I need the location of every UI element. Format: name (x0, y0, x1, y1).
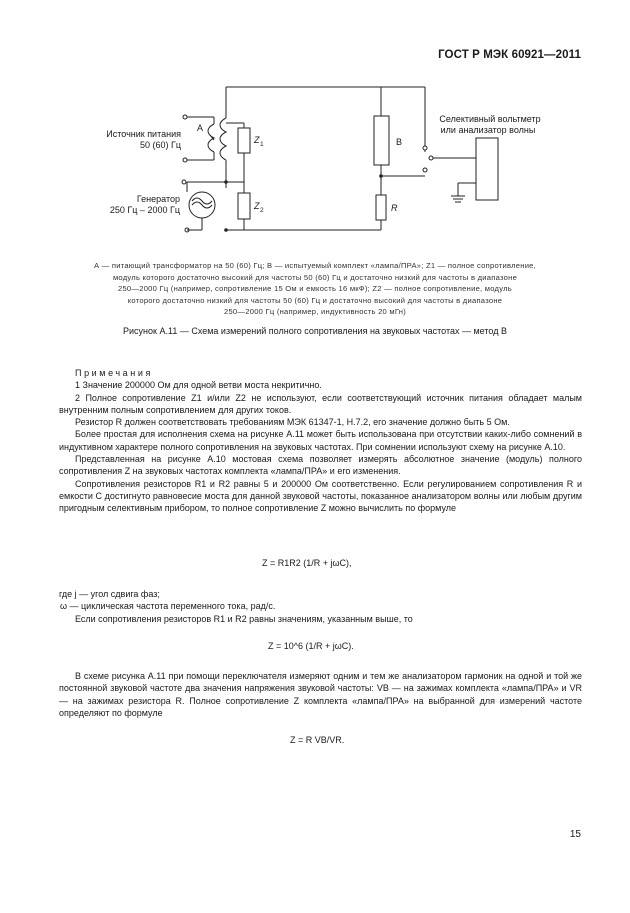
notes-heading: Примечания (75, 368, 153, 378)
z2-label: Z (254, 201, 260, 211)
method-block (59, 670, 582, 719)
standard-header: ГОСТ Р МЭК 60921—2011 (438, 49, 581, 61)
meter-label-2: или анализатор волны (440, 125, 536, 135)
legend-line: которого достаточно низкий для частоты 50 (60) Гц и достаточно высокий для частоты в диапазоне (127, 295, 503, 305)
paragraph: Более простая для исполнения схема на рисунке А.11 может быть использована при отсутствии каких-либо сомнений в индуктивном характере полного сопротивления на звуковых частотах. При сомнении используют схему на рисунке А.10. (59, 429, 582, 452)
paragraph: В схеме рисунка А.11 при помощи переключателя измеряют одним и тем же анализатором гармоник на одной и той же постоянной звуковой частоте два значения напряжения звуковой частоты: VB — на зажимах комплекта «лампа/ПРА» и VR — на зажимах резистора R. Полное сопротивление Z комплекта «лампа/ПРА» на выбранной для измерений частоте определяют по формуле (59, 671, 582, 718)
source-label-1: Источник питания (106, 129, 181, 139)
legend-line: 250—2000 Гц (например, сопротивление 15 Ом и емкость 16 мкФ); Z2 — полное сопротивление, модуль (117, 284, 513, 294)
circuit-diagram (0, 0, 630, 260)
paragraph: Резистор R должен соответствовать требованиям МЭК 61347-1, Н.7.2, его значение должно быть 5 Ом. (75, 417, 510, 428)
where-line: ω — циклическая частота переменного тока, рад/с. (60, 601, 276, 612)
z1-label: Z (254, 135, 260, 145)
formula-1: Z = R1R2 (1/R + jωC), (262, 558, 352, 568)
formula-2: Z = 10^6 (1/R + jωC). (268, 641, 354, 651)
tap-label: А (197, 123, 204, 133)
formula-3: Z = R VB/VR. (290, 735, 345, 745)
note-2: 2 Полное сопротивление Z1 и/или Z2 не используют, если соответствующий источник питания обладает малым внутренним полным сопротивлением для других токов. (59, 392, 582, 415)
note-1: 1 Значение 200000 Ом для одной ветви моста некритично. (75, 380, 322, 391)
legend-line: 250—2000 Гц (например, индуктивность 20 мГн) (223, 307, 406, 317)
legend-line: модуль которого достаточно высокий для частоты 50 (60) Гц и достаточно низкий для частоты в диапазоне (112, 272, 518, 282)
where-block (59, 588, 582, 625)
z2-sub: 2 (260, 207, 264, 214)
legend-line: А — питающий трансформатор на 50 (60) Гц; B — испытуемый комплект «лампа/ПРА»; Z1 — полное сопротивление, (93, 261, 537, 270)
page-number: 15 (569, 829, 581, 840)
source-label-2: 50 (60) Гц (139, 140, 181, 150)
b-label: B (396, 137, 403, 147)
figure-caption: Рисунок А.11 — Схема измерений полного сопротивления на звуковых частотах — метод В (123, 326, 507, 336)
generator-label-2: 250 Гц – 2000 Гц (109, 205, 180, 215)
where-line: где j — угол сдвига фаз; (59, 589, 160, 599)
paragraph: Представленная на рисунке А.10 мостовая схема позволяет измерять абсолютное значение (модуль) полного сопротивления Z на звуковых частотах комплекта «лампа/ПРА» и его изменения. (59, 454, 582, 477)
paragraph: Если сопротивления резисторов R1 и R2 равны значениям, указанным выше, то (75, 613, 413, 624)
meter-label-1: Селективный вольтметр (439, 114, 541, 124)
generator-label-1: Генератор (136, 194, 180, 204)
paragraph: Сопротивления резисторов R1 и R2 равны 5 и 200000 Ом соответственно. Если регулированием сопротивления R и емкости C достигнуто равновесие моста для данной звуковой частоты, показанное анализатором волны или любым другим пригодным селективным прибором, то полное сопротивление Z можно вычислить по формуле (59, 478, 582, 514)
notes-block (59, 367, 582, 515)
figure-legend (56, 260, 574, 318)
z1-sub: 1 (260, 141, 264, 148)
r-label: R (391, 203, 398, 213)
